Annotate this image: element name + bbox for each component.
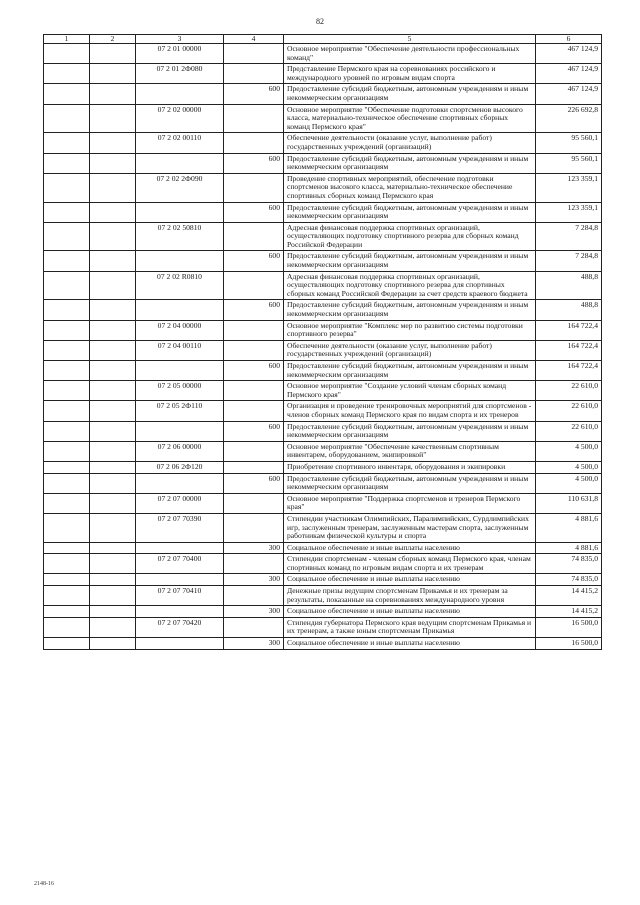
cell-amount: 467 124,9 <box>536 44 602 64</box>
cell-col-1 <box>44 153 90 173</box>
cell-col-1 <box>44 320 90 340</box>
cell-expense-type <box>224 381 284 401</box>
cell-expense-type <box>224 104 284 133</box>
cell-col-2 <box>90 617 136 637</box>
column-header: 1 <box>44 35 90 44</box>
table-row <box>44 133 602 153</box>
cell-target-code: 07 2 07 70420 <box>136 617 224 637</box>
cell-expense-type <box>224 173 284 202</box>
cell-col-1 <box>44 401 90 421</box>
cell-col-1 <box>44 84 90 104</box>
cell-col-1 <box>44 542 90 554</box>
cell-col-2 <box>90 401 136 421</box>
table-row <box>44 202 602 222</box>
cell-name: Стипендии спортсменам - членам сборных команд Пермского края, членам спортивных команд по игровым видам спорта и их тренерам <box>284 554 536 574</box>
table-row <box>44 251 602 271</box>
cell-col-2 <box>90 574 136 586</box>
cell-col-2 <box>90 586 136 606</box>
cell-amount: 7 284,8 <box>536 251 602 271</box>
cell-amount: 467 124,9 <box>536 84 602 104</box>
cell-col-1 <box>44 421 90 441</box>
table-row <box>44 542 602 554</box>
cell-name: Предоставление субсидий бюджетным, автономным учреждениям и иным некоммерческим организациям <box>284 361 536 381</box>
cell-expense-type <box>224 133 284 153</box>
cell-target-code <box>136 421 224 441</box>
cell-col-2 <box>90 104 136 133</box>
cell-expense-type: 300 <box>224 606 284 618</box>
table-row <box>44 638 602 650</box>
cell-name: Основное мероприятие "Поддержка спортсменов и тренеров Пермского края" <box>284 493 536 513</box>
cell-col-1 <box>44 473 90 493</box>
cell-col-1 <box>44 104 90 133</box>
cell-col-2 <box>90 300 136 320</box>
cell-col-2 <box>90 441 136 461</box>
page-number: 82 <box>316 17 324 26</box>
cell-expense-type <box>224 44 284 64</box>
table-row <box>44 153 602 173</box>
cell-col-2 <box>90 320 136 340</box>
cell-col-1 <box>44 617 90 637</box>
cell-name: Стипендия губернатора Пермского края ведущим спортсменам Прикамья и их тренерам, а также юным спортсменам Прикамья <box>284 617 536 637</box>
cell-col-2 <box>90 153 136 173</box>
cell-expense-type: 600 <box>224 202 284 222</box>
cell-expense-type: 600 <box>224 300 284 320</box>
column-header: 4 <box>224 35 284 44</box>
table-row <box>44 64 602 84</box>
cell-expense-type <box>224 617 284 637</box>
cell-name: Социальное обеспечение и иные выплаты населению <box>284 574 536 586</box>
cell-target-code <box>136 638 224 650</box>
cell-col-1 <box>44 381 90 401</box>
cell-col-1 <box>44 513 90 542</box>
cell-col-2 <box>90 381 136 401</box>
cell-name: Основное мероприятие "Обеспечение качественным спортивным инвентарем, оборудованием, экипировкой" <box>284 441 536 461</box>
cell-col-2 <box>90 202 136 222</box>
cell-expense-type: 600 <box>224 153 284 173</box>
cell-amount: 95 560,1 <box>536 133 602 153</box>
cell-col-2 <box>90 554 136 574</box>
cell-name: Обеспечение деятельности (оказание услуг, выполнение работ) государственных учреждений (организаций) <box>284 133 536 153</box>
cell-name: Предоставление субсидий бюджетным, автономным учреждениям и иным некоммерческим организациям <box>284 473 536 493</box>
cell-amount: 74 835,0 <box>536 574 602 586</box>
cell-col-2 <box>90 271 136 300</box>
cell-target-code: 07 2 02 50810 <box>136 222 224 251</box>
table-row <box>44 104 602 133</box>
cell-expense-type <box>224 513 284 542</box>
cell-amount: 4 500,0 <box>536 441 602 461</box>
cell-amount: 123 359,1 <box>536 173 602 202</box>
cell-amount: 467 124,9 <box>536 64 602 84</box>
cell-name: Социальное обеспечение и иные выплаты населению <box>284 638 536 650</box>
cell-col-1 <box>44 493 90 513</box>
table-row <box>44 606 602 618</box>
cell-col-1 <box>44 222 90 251</box>
table-row <box>44 361 602 381</box>
cell-target-code: 07 2 06 00000 <box>136 441 224 461</box>
cell-col-1 <box>44 173 90 202</box>
cell-target-code: 07 2 04 00110 <box>136 340 224 360</box>
cell-expense-type <box>224 222 284 251</box>
table-row <box>44 586 602 606</box>
cell-name: Адресная финансовая поддержка спортивных организаций, осуществляющих подготовку спортивного резерва для сборных команд Российской Федерации <box>284 222 536 251</box>
cell-target-code <box>136 361 224 381</box>
table-body <box>44 44 602 650</box>
cell-amount: 488,8 <box>536 271 602 300</box>
cell-target-code <box>136 606 224 618</box>
cell-amount: 74 835,0 <box>536 554 602 574</box>
cell-target-code: 07 2 02 00000 <box>136 104 224 133</box>
cell-amount: 95 560,1 <box>536 153 602 173</box>
cell-col-1 <box>44 44 90 64</box>
cell-target-code <box>136 473 224 493</box>
cell-col-2 <box>90 251 136 271</box>
cell-expense-type <box>224 441 284 461</box>
cell-target-code <box>136 574 224 586</box>
cell-amount: 164 722,4 <box>536 340 602 360</box>
table-row <box>44 44 602 64</box>
cell-expense-type <box>224 554 284 574</box>
table-row <box>44 381 602 401</box>
column-header: 6 <box>536 35 602 44</box>
cell-expense-type <box>224 401 284 421</box>
cell-target-code <box>136 300 224 320</box>
table-row <box>44 513 602 542</box>
cell-name: Предоставление субсидий бюджетным, автономным учреждениям и иным некоммерческим организациям <box>284 300 536 320</box>
cell-expense-type: 300 <box>224 574 284 586</box>
cell-col-1 <box>44 554 90 574</box>
table-row <box>44 617 602 637</box>
cell-target-code: 07 2 07 70390 <box>136 513 224 542</box>
cell-target-code: 07 2 06 2Ф120 <box>136 461 224 473</box>
cell-expense-type <box>224 493 284 513</box>
cell-name: Организация и проведение тренировочных мероприятий для спортсменов - членов сборных команд Пермского края по видам спорта и их тренеров <box>284 401 536 421</box>
cell-col-1 <box>44 461 90 473</box>
cell-name: Основное мероприятие "Создание условий членам сборных команд Пермского края" <box>284 381 536 401</box>
table-row <box>44 173 602 202</box>
table-row <box>44 441 602 461</box>
cell-target-code: 07 2 02 2Ф090 <box>136 173 224 202</box>
footer-code: 2148-16 <box>34 881 54 887</box>
cell-name: Приобретение спортивного инвентаря, оборудования и экипировки <box>284 461 536 473</box>
column-header: 5 <box>284 35 536 44</box>
cell-target-code: 07 2 04 00000 <box>136 320 224 340</box>
cell-target-code: 07 2 02 00110 <box>136 133 224 153</box>
table-row <box>44 401 602 421</box>
table-row <box>44 421 602 441</box>
cell-col-2 <box>90 222 136 251</box>
cell-col-2 <box>90 361 136 381</box>
cell-expense-type: 600 <box>224 421 284 441</box>
cell-name: Стипендии участникам Олимпийских, Паралимпийских, Сурдлимпийских игр, заслуженным тренерам, заслуженным мастерам спорта, заслуженным работникам физической культуры и спорта <box>284 513 536 542</box>
cell-expense-type <box>224 271 284 300</box>
cell-col-1 <box>44 133 90 153</box>
cell-expense-type: 600 <box>224 473 284 493</box>
cell-name: Социальное обеспечение и иные выплаты населению <box>284 542 536 554</box>
cell-col-1 <box>44 202 90 222</box>
cell-expense-type <box>224 64 284 84</box>
cell-target-code <box>136 542 224 554</box>
cell-amount: 16 500,0 <box>536 617 602 637</box>
cell-target-code <box>136 84 224 104</box>
cell-col-2 <box>90 542 136 554</box>
cell-amount: 4 500,0 <box>536 461 602 473</box>
table-row <box>44 271 602 300</box>
cell-target-code: 07 2 07 00000 <box>136 493 224 513</box>
table-row <box>44 493 602 513</box>
cell-amount: 164 722,4 <box>536 361 602 381</box>
cell-col-1 <box>44 271 90 300</box>
table-row <box>44 222 602 251</box>
cell-amount: 7 284,8 <box>536 222 602 251</box>
budget-table <box>43 34 602 650</box>
cell-target-code: 07 2 01 00000 <box>136 44 224 64</box>
cell-col-2 <box>90 133 136 153</box>
cell-name: Социальное обеспечение и иные выплаты населению <box>284 606 536 618</box>
cell-amount: 488,8 <box>536 300 602 320</box>
cell-target-code: 07 2 05 00000 <box>136 381 224 401</box>
table-row <box>44 340 602 360</box>
cell-amount: 4 881,6 <box>536 513 602 542</box>
cell-expense-type: 300 <box>224 542 284 554</box>
cell-amount: 226 692,8 <box>536 104 602 133</box>
column-header: 3 <box>136 35 224 44</box>
cell-amount: 164 722,4 <box>536 320 602 340</box>
cell-target-code: 07 2 02 R0810 <box>136 271 224 300</box>
cell-amount: 4 881,6 <box>536 542 602 554</box>
cell-col-2 <box>90 84 136 104</box>
cell-target-code: 07 2 07 70410 <box>136 586 224 606</box>
cell-col-2 <box>90 173 136 202</box>
cell-expense-type <box>224 586 284 606</box>
cell-amount: 16 500,0 <box>536 638 602 650</box>
cell-col-1 <box>44 441 90 461</box>
cell-col-2 <box>90 513 136 542</box>
cell-target-code: 07 2 01 2Ф080 <box>136 64 224 84</box>
cell-col-1 <box>44 251 90 271</box>
cell-target-code <box>136 153 224 173</box>
cell-amount: 22 610,0 <box>536 401 602 421</box>
cell-col-1 <box>44 64 90 84</box>
cell-col-1 <box>44 574 90 586</box>
table-row <box>44 461 602 473</box>
cell-col-2 <box>90 44 136 64</box>
cell-col-2 <box>90 493 136 513</box>
table-header-row <box>44 35 602 44</box>
cell-expense-type <box>224 320 284 340</box>
cell-amount: 110 631,8 <box>536 493 602 513</box>
cell-expense-type: 600 <box>224 251 284 271</box>
cell-amount: 14 415,2 <box>536 606 602 618</box>
cell-col-2 <box>90 421 136 441</box>
table-row <box>44 84 602 104</box>
cell-name: Предоставление субсидий бюджетным, автономным учреждениям и иным некоммерческим организациям <box>284 84 536 104</box>
cell-expense-type <box>224 340 284 360</box>
cell-amount: 22 610,0 <box>536 421 602 441</box>
cell-col-1 <box>44 300 90 320</box>
cell-target-code <box>136 251 224 271</box>
cell-name: Основное мероприятие "Комплекс мер по развитию системы подготовки спортивного резерва" <box>284 320 536 340</box>
cell-name: Предоставление субсидий бюджетным, автономным учреждениям и иным некоммерческим организациям <box>284 153 536 173</box>
cell-amount: 14 415,2 <box>536 586 602 606</box>
cell-col-2 <box>90 606 136 618</box>
cell-name: Предоставление субсидий бюджетным, автономным учреждениям и иным некоммерческим организациям <box>284 251 536 271</box>
cell-expense-type <box>224 461 284 473</box>
table-row <box>44 300 602 320</box>
cell-col-1 <box>44 638 90 650</box>
cell-amount: 22 610,0 <box>536 381 602 401</box>
cell-name: Предоставление субсидий бюджетным, автономным учреждениям и иным некоммерческим организациям <box>284 202 536 222</box>
table-row <box>44 473 602 493</box>
cell-name: Предоставление субсидий бюджетным, автономным учреждениям и иным некоммерческим организациям <box>284 421 536 441</box>
table-row <box>44 574 602 586</box>
cell-name: Обеспечение деятельности (оказание услуг, выполнение работ) государственных учреждений (организаций) <box>284 340 536 360</box>
cell-col-1 <box>44 361 90 381</box>
cell-col-2 <box>90 340 136 360</box>
cell-name: Основное мероприятие "Обеспечение подготовки спортсменов высокого класса, материально-техническое обеспечение спортивных сборных команд Пермского края" <box>284 104 536 133</box>
cell-target-code <box>136 202 224 222</box>
cell-amount: 4 500,0 <box>536 473 602 493</box>
cell-name: Основное мероприятие "Обеспечение деятельности профессиональных команд" <box>284 44 536 64</box>
cell-col-2 <box>90 638 136 650</box>
cell-target-code: 07 2 05 2Ф110 <box>136 401 224 421</box>
cell-expense-type: 300 <box>224 638 284 650</box>
cell-amount: 123 359,1 <box>536 202 602 222</box>
cell-name: Представление Пермского края на соревнованиях российского и международного уровней по игровым видам спорта <box>284 64 536 84</box>
cell-col-1 <box>44 606 90 618</box>
cell-name: Адресная финансовая поддержка спортивных организаций, осуществляющих подготовку спортивного резерва для спортивных сборных команд Российской Федерации за счет средств краевого бюджета <box>284 271 536 300</box>
cell-name: Денежные призы ведущим спортсменам Прикамья и их тренерам за результаты, показанные на соревнованиях международного уровня <box>284 586 536 606</box>
cell-col-2 <box>90 64 136 84</box>
table-row <box>44 320 602 340</box>
cell-col-1 <box>44 586 90 606</box>
table-row <box>44 554 602 574</box>
cell-name: Проведение спортивных мероприятий, обеспечение подготовки спортсменов высокого класса, материально-техническое обеспечение спортивных сборных команд Пермского края <box>284 173 536 202</box>
cell-expense-type: 600 <box>224 84 284 104</box>
column-header: 2 <box>90 35 136 44</box>
cell-col-1 <box>44 340 90 360</box>
cell-target-code: 07 2 07 70400 <box>136 554 224 574</box>
cell-expense-type: 600 <box>224 361 284 381</box>
cell-col-2 <box>90 461 136 473</box>
cell-col-2 <box>90 473 136 493</box>
